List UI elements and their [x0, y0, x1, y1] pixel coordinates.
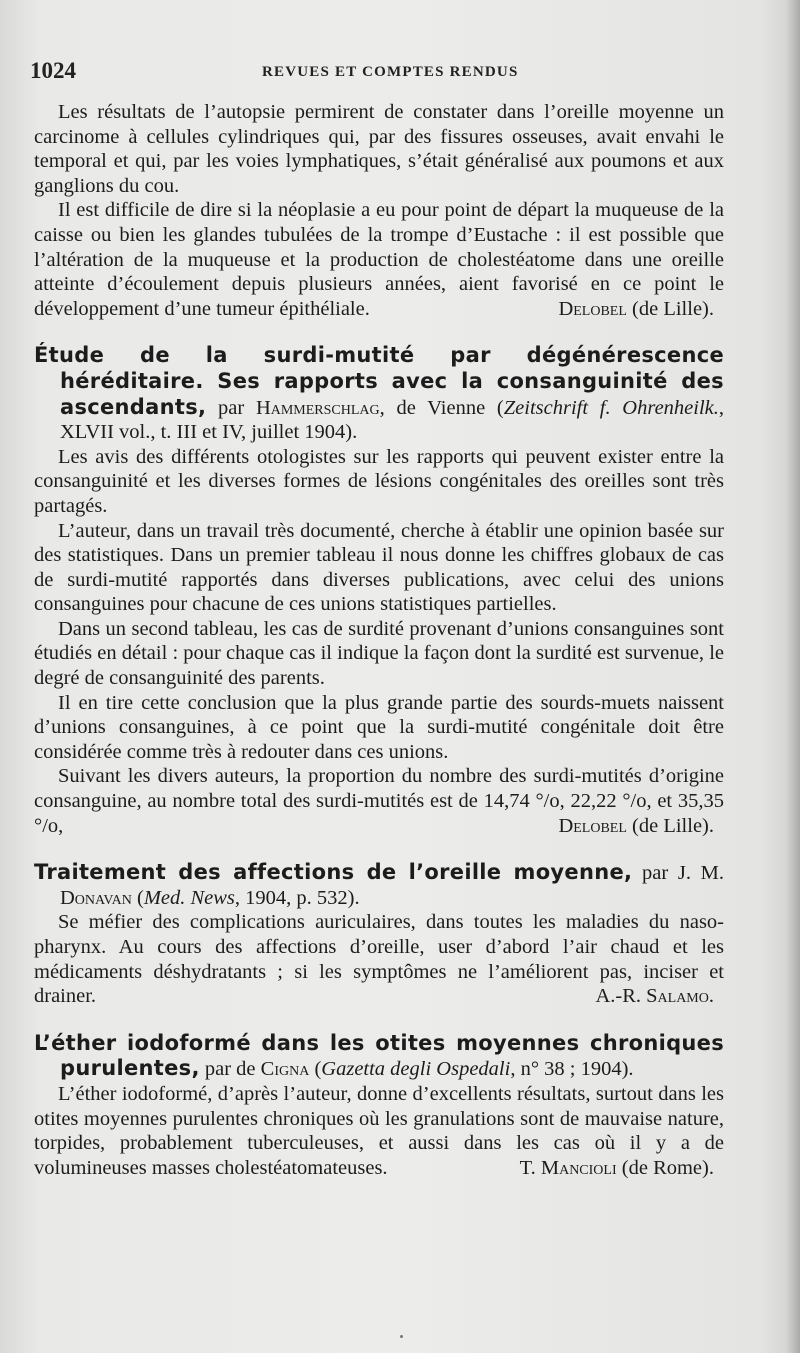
- article-title: Étude de la surdi-mutité par dégénérescence héréditaire. Ses rapports avec la consanguinité des ascendants, par Hammerschlag, de Vienne (Zeitschrift f. Ohrenheilk., XLVII vol., t. III et IV, juillet 1904).: [34, 343, 725, 444]
- title-journal: Med. News: [143, 886, 235, 909]
- signature: [595, 984, 724, 1009]
- signature-name: Delobel: [558, 814, 627, 837]
- paragraph: Il en tire cette conclusion que la plus grande partie des sourds-muets naissent d’unions consanguines, à ce point que la surdi-mutité congénitale doit être considérée comme très à redouter dans ces unions.: [34, 691, 724, 763]
- paragraph: Dans un second tableau, les cas de surdité provenant d’unions consanguines sont étudiés en détail : pour chaque cas il indique la façon dont la surdité est survenue, le degré de consanguinité des parents.: [34, 617, 724, 690]
- signature-place: (de Lille).: [632, 297, 714, 320]
- page-number: 1024: [30, 58, 76, 83]
- signature: [558, 814, 724, 839]
- title-author: J. M. Donavan: [60, 862, 724, 909]
- paragraph: Se méfier des complications auriculaires, dans toutes les maladies du naso-pharynx. Au cours des affections d’oreille, user d’abord l’air chaud et les médicaments déshydratants ; si les symptômes ne l’améliorent pas, inciser et drainer. A.-R. Salamo.: [34, 911, 724, 1008]
- article-body: [34, 445, 724, 839]
- title-journal: Zeitschrift f. Ohrenheilk.: [503, 396, 719, 419]
- title-bold: L’éther iodoformé dans les otites moyennes chroniques purulentes,: [34, 1030, 724, 1081]
- signature-place: (de Rome).: [621, 1156, 714, 1179]
- page-header: [30, 58, 730, 88]
- paragraph: Les avis des différents otologistes sur les rapports qui peuvent exister entre la consanguinité et les diverses formes de lésions congénitales des oreilles sont très partagés.: [34, 445, 724, 517]
- paragraph: Les résultats de l’autopsie permirent de constater dans l’oreille moyenne un carcinome à cellules cylindriques qui, par des fissures osseuses, avait envahi le temporal et qui, par les voies lymphatiques, s’était généralisé aux poumons et aux ganglions du cou.: [34, 101, 724, 197]
- paragraph: Suivant les divers auteurs, la proportion du nombre des surdi-mutités d’origine consanguine, au nombre total des surdi-mutités est de 14,74 °/o, 22,22 °/o, et 35,35 °/o, Delobel (de Lille).: [34, 765, 724, 837]
- signature-place: (de Lille).: [632, 814, 714, 837]
- article-title: L’éther iodoformé dans les otites moyennes chroniques purulentes, par de Cigna (Gazetta degli Ospedali, n° 38 ; 1904).: [34, 1030, 724, 1081]
- article-title: Traitement des affections de l’oreille moyenne, par J. M. Donavan (Med. News, 1904, p. 532).: [34, 860, 724, 909]
- page-content: [34, 100, 724, 1180]
- signature-name: T. Mancioli: [519, 1156, 617, 1179]
- title-author: Hammerschlag: [255, 396, 380, 419]
- running-head: REVUES ET COMPTES RENDUS: [262, 64, 519, 80]
- title-author: Cigna: [260, 1058, 310, 1081]
- paragraph: Il est difficile de dire si la néoplasie a eu pour point de départ la muqueuse de la caisse ou bien les glandes tubulées de la trompe d’Eustache : il est possible que l’altération de la muqueuse et la production de cholestéatome dans une oreille atteinte d’écoulement depuis plusieurs années, aient favorisé en ce point le développement d’une tumeur épithéliale. Delobel (de Lille).: [34, 199, 724, 320]
- paragraph: L’éther iodoformé, d’après l’auteur, donne d’excellents résultats, surtout dans les otites moyennes purulentes chroniques où les granulations sont de mauvaise nature, torpides, probablement tuberculeuses, et aussi dans les cas où il y a de volumineuses masses cholestéatomateuses. T. Mancioli (de Rome).: [34, 1082, 724, 1179]
- paper-speck: [400, 1335, 403, 1338]
- signature: [558, 297, 724, 322]
- title-bold: Étude de la surdi-mutité par dégénérescence héréditaire. Ses rapports avec la consanguinité des ascendants,: [34, 343, 724, 419]
- article-body: [34, 1082, 724, 1180]
- article-body: [34, 910, 724, 1008]
- signature: [520, 1156, 724, 1181]
- article-continuation: [34, 100, 724, 321]
- signature-name: Delobel: [558, 297, 627, 320]
- paragraph: L’auteur, dans un travail très documenté, cherche à établir une opinion basée sur des statistiques. Dans un premier tableau il nous donne les chiffres globaux de cas de surdi-mutité rapportés dans diverses publications, avec celui des unions consanguines pour chacune de ces unions statistiques partielles.: [34, 519, 724, 616]
- title-bold: Traitement des affections de l’oreille moyenne,: [34, 860, 633, 885]
- title-journal: Gazetta degli Ospedali: [321, 1058, 511, 1081]
- page-edge-shadow: [786, 0, 800, 1353]
- signature-name: A.-R. Salamo.: [595, 985, 714, 1008]
